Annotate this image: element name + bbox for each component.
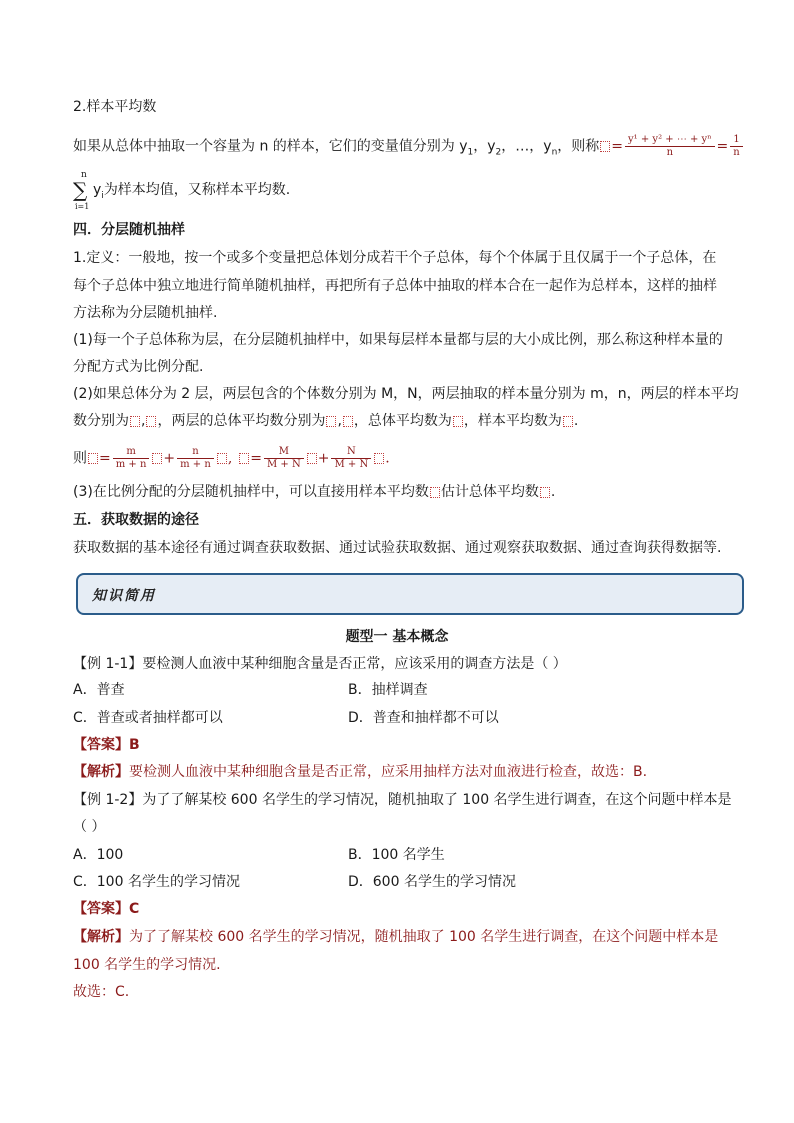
ex1-option-d: D．普查和抽样都不可以 xyxy=(348,710,499,726)
ex2-conclusion: 故选：C. xyxy=(73,984,130,1000)
ex2-option-d: D．600 名学生的学习情况 xyxy=(348,874,516,890)
p2-line2: 数分别为 , ，两层的总体平均数分别为 , ，总体平均数为 ，样本平均数为 . xyxy=(73,413,579,429)
knowledge-banner xyxy=(76,573,744,615)
ex2-question-line2: （ ） xyxy=(73,819,106,835)
sample-mean-definition: 如果从总体中抽取一个容量为 n 的样本，它们的变量值分别为 $y_1$，$y_2$，…，$y_n$，则称 = $\frac{\text{y¹ + y² + ⋯ + yⁿ}}{n}$ = $\frac{1}{n}$ xyxy=(73,134,745,162)
ex2-question-line1: 【例 1-2】为了了解某校 600 名学生的学习情况，随机抽取了 100 名学生进行调查，在这个问题中样本是 xyxy=(73,792,732,808)
summation-symbol: n ∑ i=1 xyxy=(73,170,90,211)
sample-mean-heading: 2.样本平均数 xyxy=(73,99,157,115)
one-over-n-fraction: $\frac{1}{n}$ xyxy=(730,134,742,159)
ex1-option-c: C．普查或者抽样都可以 xyxy=(73,710,223,726)
mean-fraction: $\frac{\text{y¹ + y² + ⋯ + yⁿ}}{n}$ xyxy=(625,134,715,159)
section5-text: 获取数据的基本途径有通过调查获取数据、通过试验获取数据、通过观察获取数据、通过查询获得数据等. xyxy=(73,540,722,556)
p1-line1: (1)每一个子总体称为层，在分层随机抽样中，如果每层样本量都与层的大小成比例，那么称这种样本量的 xyxy=(73,332,723,348)
def-line3: 方法称为分层随机抽样. xyxy=(73,305,218,321)
ex2-analysis-line1: 【解析】为了了解某校 600 名学生的学习情况，随机抽取了 100 名学生进行调查，在这个问题中样本是 xyxy=(73,929,719,945)
ex2-option-c: C．100 名学生的学习情况 xyxy=(73,874,240,890)
ex2-option-a: A．100 xyxy=(73,847,124,863)
def-line2: 每个子总体中独立地进行简单随机抽样，再把所有子总体中抽取的样本合在一起作为总样本，这样的抽样 xyxy=(73,278,717,294)
ex1-question: 【例 1-1】要检测人血液中某种细胞含量是否正常，应该采用的调查方法是（ ） xyxy=(73,656,567,672)
ex1-option-b: B．抽样调查 xyxy=(348,682,428,698)
ex2-option-b: B．100 名学生 xyxy=(348,847,445,863)
section5-title: 五．获取数据的途径 xyxy=(73,512,199,528)
ex1-answer: 【答案】B xyxy=(73,737,140,753)
sample-mean-line2: $y_i$为样本均值，又称样本平均数. xyxy=(93,182,291,201)
ex1-analysis: 【解析】要检测人血液中某种细胞含量是否正常，应采用抽样方法对血液进行检查，故选：B. xyxy=(73,764,648,780)
ex2-answer: 【答案】C xyxy=(73,901,140,917)
stratified-formula: 则 = $\frac{m}{m + n}$ + $\frac{n}{m + n}$ , = $\frac{M}{M + N}$ + $\frac{N}{M + N}$ . xyxy=(73,446,390,470)
banner-label: 知识简用 xyxy=(92,588,156,604)
section4-title: 四．分层随机抽样 xyxy=(73,222,185,238)
p3-line: (3)在比例分配的分层随机抽样中，可以直接用样本平均数 估计总体平均数 . xyxy=(73,484,556,500)
ex1-option-a: A．普查 xyxy=(73,682,125,698)
p1-line2: 分配方式为比例分配. xyxy=(73,359,204,375)
ybar-placeholder xyxy=(600,141,610,152)
def-line1: 1.定义：一般地，按一个或多个变量把总体划分成若干个子总体，每个个体属于且仅属于一个子总体，在 xyxy=(73,250,717,266)
ex2-analysis-line2: 100 名学生的学习情况. xyxy=(73,957,221,973)
topic-title: 题型一 基本概念 xyxy=(345,629,449,645)
p2-line1: (2)如果总体分为 2 层，两层包含的个体数分别为 M，N，两层抽取的样本量分别为 m，n，两层的样本平均 xyxy=(73,386,739,402)
